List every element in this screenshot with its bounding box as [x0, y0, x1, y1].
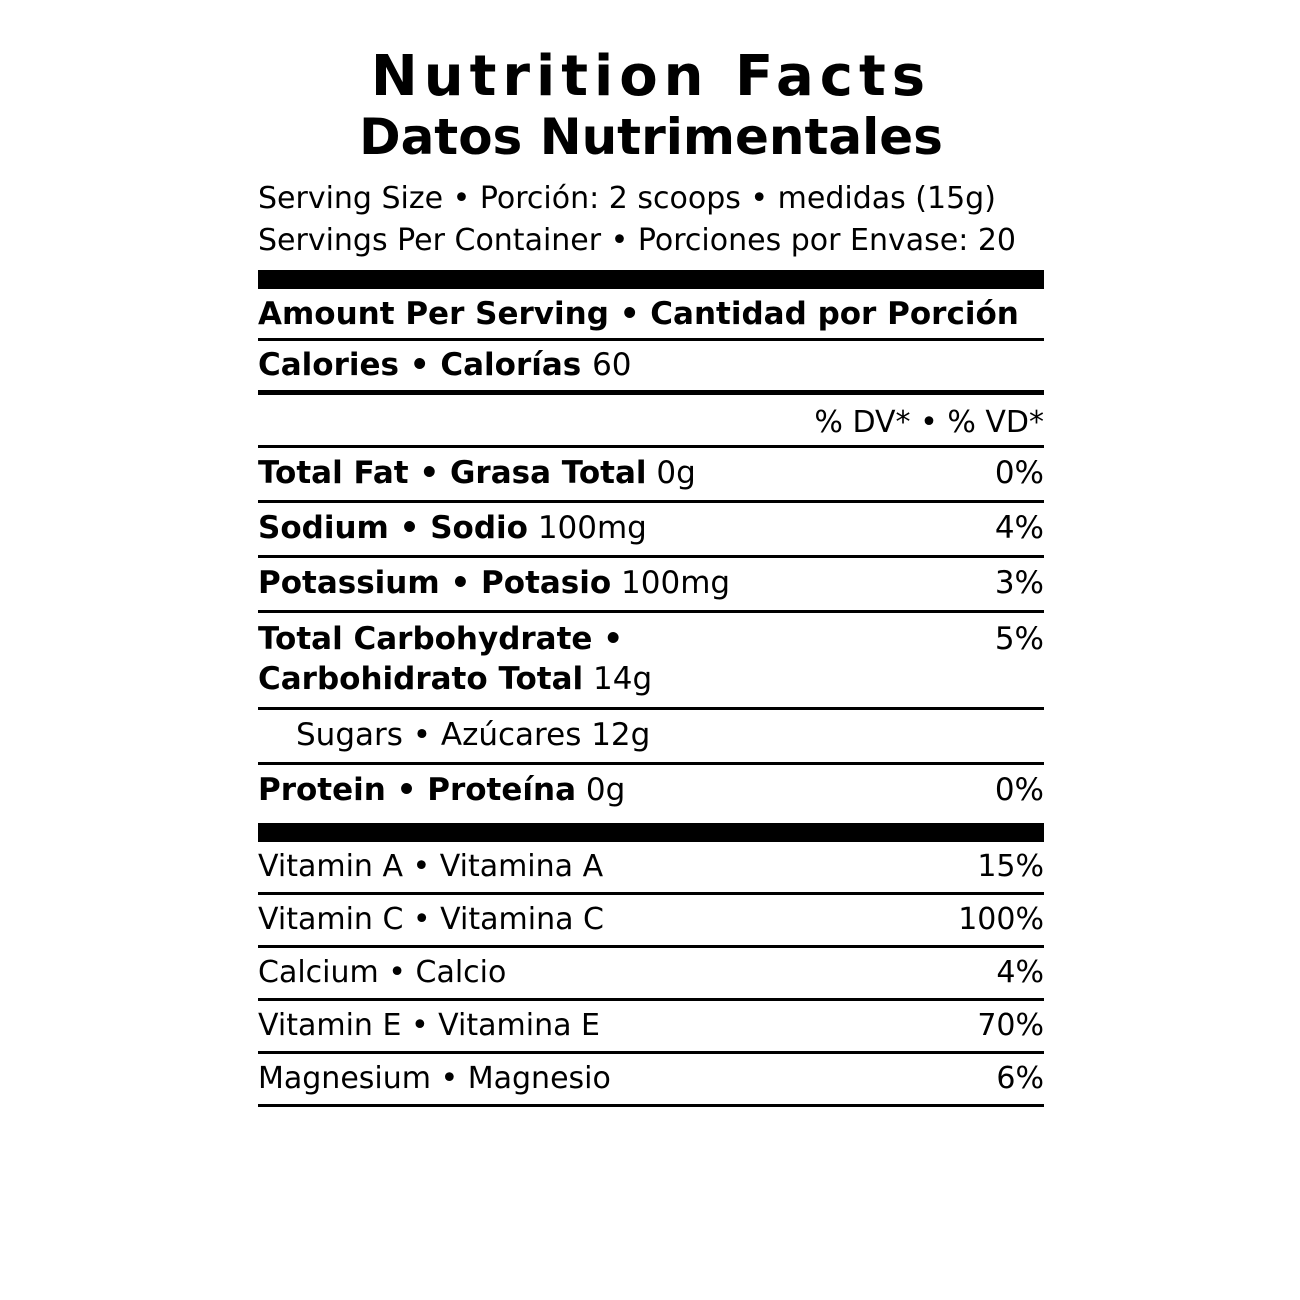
vitamin-dv: 6%	[996, 1060, 1044, 1096]
table-row	[258, 613, 1044, 708]
nutrient-name: Potassium • Potasio	[258, 564, 612, 601]
nutrient-amount: 0g	[585, 772, 626, 809]
divider-bottom	[258, 1104, 1044, 1107]
nutrient-name-line1: Total Carbohydrate •	[258, 620, 624, 657]
table-row	[258, 842, 1044, 892]
table-row	[258, 1001, 1044, 1051]
vitamin-name: Vitamin A • Vitamina A	[258, 848, 604, 884]
nutrient-amount: 100mg	[537, 510, 647, 547]
serving-information	[258, 178, 1044, 262]
nutrient-name: Protein • Proteína	[258, 772, 577, 809]
vitamin-dv: 4%	[996, 954, 1044, 990]
calories-value: 60	[592, 347, 632, 384]
serving-size-text: Serving Size • Porción: 2 scoops • medidas (15g)	[258, 181, 996, 217]
nutrient-dv: 4%	[994, 510, 1044, 547]
table-row	[258, 1054, 1044, 1104]
table-row	[258, 710, 1044, 762]
table-row	[258, 558, 1044, 610]
vitamin-name: Vitamin E • Vitamina E	[258, 1007, 600, 1043]
nutrient-dv: 5%	[994, 620, 1044, 657]
table-row	[258, 948, 1044, 998]
table-row	[258, 765, 1044, 817]
divider-thick-before-vitamins	[258, 823, 1044, 842]
vitamin-dv: 15%	[977, 848, 1044, 884]
nutrient-name: Sugars • Azúcares	[296, 717, 582, 754]
table-row	[258, 448, 1044, 500]
nutrition-facts-label	[258, 44, 1044, 1107]
amount-per-serving-heading: Amount Per Serving • Cantidad por Porción	[258, 296, 1019, 333]
nutrient-dv: 0%	[994, 772, 1044, 809]
table-row	[258, 895, 1044, 945]
nutrient-amount: 14g	[593, 661, 653, 698]
servings-per-container-text: Servings Per Container • Porciones por Envase: 20	[258, 223, 1017, 259]
label-title-english: Nutrition Facts	[370, 44, 932, 109]
nutrient-amount: 100mg	[621, 564, 731, 601]
nutrient-amount: 12g	[591, 717, 651, 754]
nutrient-name-line2: Carbohidrato Total	[258, 661, 584, 698]
nutrient-dv: 0%	[994, 455, 1044, 492]
nutrient-name: Sodium • Sodio	[258, 510, 528, 547]
calories-label: Calories • Calorías	[258, 347, 582, 384]
nutrient-name: Total Fat • Grasa Total	[258, 455, 647, 492]
vitamin-dv: 100%	[958, 901, 1044, 937]
nutrient-dv: 3%	[994, 564, 1044, 601]
table-row	[258, 503, 1044, 555]
nutrient-amount: 0g	[656, 455, 696, 492]
vitamin-name: Vitamin C • Vitamina C	[258, 901, 604, 937]
calories-row	[258, 341, 1044, 390]
label-title-spanish: Datos Nutrimentales	[359, 107, 943, 166]
vitamin-dv: 70%	[977, 1007, 1044, 1043]
daily-value-header: % DV* • % VD*	[814, 405, 1044, 441]
vitamin-name: Calcium • Calcio	[258, 954, 507, 990]
divider-thick-top	[258, 270, 1044, 289]
vitamin-name: Magnesium • Magnesio	[258, 1060, 611, 1096]
